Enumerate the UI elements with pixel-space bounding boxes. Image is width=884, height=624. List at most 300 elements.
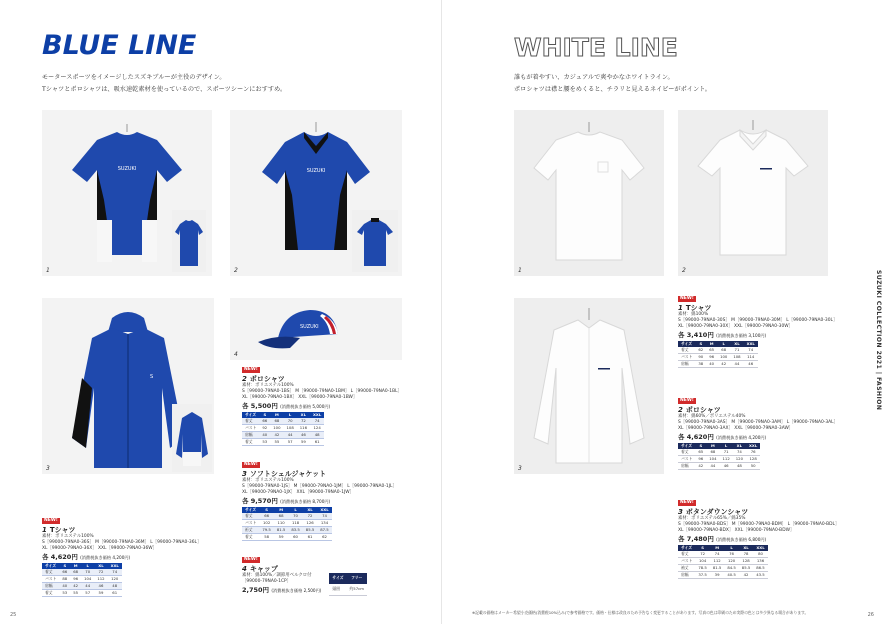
item-material: 素材：綿100% <box>678 312 709 317</box>
size-header-cell: XL <box>734 341 740 346</box>
item-code: S［99000-79NA0-30S］ M［99000-79NA0-30M］ L［99000-79NA0-30L］ <box>678 318 838 323</box>
item-title <box>42 527 202 533</box>
size-table-row <box>42 583 122 590</box>
size-header-cell: L <box>294 507 297 512</box>
size-cell: 48 <box>310 432 324 439</box>
size-cell: 68 <box>274 513 288 520</box>
item-price <box>42 554 202 561</box>
page-white-line <box>442 0 884 624</box>
photo-jacket-back <box>172 404 212 472</box>
size-cell: 68 <box>70 569 81 576</box>
size-cell: 57 <box>81 590 94 597</box>
cap-spec-row <box>242 573 402 596</box>
size-cell: 96 <box>695 456 706 463</box>
item-code: S［99000-79NA0-36S］ M［99000-79NA0-36M］ L［99000-79NA0-36L］ <box>42 540 202 545</box>
size-cell: 40.5 <box>724 572 738 579</box>
size-cell: 74 <box>108 569 122 576</box>
size-cell: 46 <box>744 361 758 368</box>
price-note: (消費税抜き価格 8,700円) <box>280 499 331 504</box>
size-header-cell: L <box>288 412 292 417</box>
page-number: 25 <box>10 612 17 618</box>
size-header-cell: S <box>701 545 704 550</box>
size-cell: 57 <box>283 439 296 446</box>
item-code: XL［99000-79NA0-1JX］ XXL［99000-79NA0-1JW］ <box>242 490 355 495</box>
size-cell: 78.5 <box>695 565 709 572</box>
white-tshirt-illustration <box>514 110 664 276</box>
size-cell: 袖丈 <box>678 565 695 572</box>
svg-text:SUZUKI: SUZUKI <box>300 324 319 330</box>
size-cell: 59 <box>274 534 288 541</box>
size-cell: 約57cm <box>347 584 367 596</box>
item-number: 4 <box>242 565 247 573</box>
size-cell: 38 <box>695 361 706 368</box>
size-cell: バスト <box>242 425 259 432</box>
size-cell: 44 <box>730 361 743 368</box>
size-cell: 59 <box>94 590 107 597</box>
size-cell: 肩幅 <box>678 463 695 470</box>
size-cell: 66 <box>259 418 270 425</box>
size-table-header <box>329 573 367 584</box>
photo-number: 2 <box>234 267 238 274</box>
new-badge: NEW! <box>44 518 58 523</box>
size-cell: 肩幅 <box>42 583 59 590</box>
size-header-cell: L <box>86 563 89 568</box>
size-header-cell: M <box>274 412 279 417</box>
side-label: SUZUKI COLLECTION 2021 | FASHION <box>875 270 882 411</box>
price-note: (消費税抜き価格 4,200円) <box>716 435 767 440</box>
new-badge: NEW! <box>244 462 258 467</box>
item-name: ソフトシェルジャケット <box>249 470 327 478</box>
size-cell: 110 <box>274 520 288 527</box>
size-cell: 70 <box>283 418 296 425</box>
price-value: 各 7,480円 <box>678 535 714 543</box>
size-header-cell: L <box>730 545 733 550</box>
lead-line: ポロシャツは襟と腰をめくると、チラリと見えるネイビーがポイント。 <box>514 86 711 93</box>
size-header-cell: サイズ <box>332 575 344 581</box>
size-cell: 着丈 <box>242 418 259 425</box>
size-cell: 42 <box>270 432 283 439</box>
size-cell: 126 <box>303 520 317 527</box>
size-header-cell: XL <box>736 443 743 448</box>
item-price <box>242 498 402 505</box>
size-cell: 88 <box>59 576 70 583</box>
size-table-row <box>329 584 367 596</box>
photo-number: 2 <box>682 267 686 274</box>
size-cell: 46 <box>94 583 107 590</box>
size-cell: 58 <box>259 534 273 541</box>
size-header-cell: M <box>73 563 78 568</box>
size-header-cell: XXL <box>110 563 119 568</box>
size-cell: 55 <box>70 590 81 597</box>
size-header-cell: サイズ <box>245 507 257 512</box>
size-table-row <box>678 463 760 470</box>
price-value: 各 4,620円 <box>42 553 78 561</box>
size-cell: 136 <box>753 558 767 565</box>
size-cell: 71 <box>719 449 732 456</box>
size-header-cell: XXL <box>748 443 758 448</box>
size-cell: 40 <box>59 583 70 590</box>
size-cell: 55 <box>270 439 283 446</box>
price-note: (消費税抜き価格 3,100円) <box>716 333 767 338</box>
size-cell: バスト <box>678 354 695 361</box>
size-cell: 108 <box>283 425 296 432</box>
size-cell: 72 <box>695 551 709 558</box>
size-cell: 120 <box>733 456 746 463</box>
item-code: S［99000-79NA0-1BS］ M［99000-79NA0-1BM］ L［99000-79NA0-1BL］ <box>242 389 402 394</box>
size-table-row <box>678 558 768 565</box>
price-note: (消費税抜き価格 2,500円) <box>271 588 322 593</box>
item-name: ポロシャツ <box>685 406 721 414</box>
size-cell: 83.5 <box>288 527 302 534</box>
size-cell: 53 <box>259 439 270 446</box>
size-header-cell: フリー <box>351 575 363 581</box>
item-price <box>678 332 858 339</box>
item-code: XL［99000-79NA0-36X］ XXL［99000-79NA0-36W］ <box>42 546 158 551</box>
size-header-cell: M <box>709 341 714 346</box>
size-cell: 70 <box>288 513 302 520</box>
size-header-cell: XXL <box>312 412 322 417</box>
page-number: 26 <box>867 612 874 618</box>
photo-number: 1 <box>518 267 522 274</box>
size-cell: 68 <box>270 418 283 425</box>
size-cell: 53 <box>59 590 70 597</box>
size-cell: 85.5 <box>303 527 317 534</box>
size-cell: 65 <box>695 449 706 456</box>
size-header-cell: XXL <box>756 545 765 550</box>
size-cell: 42 <box>739 572 753 579</box>
item-name: Tシャツ <box>685 304 712 312</box>
size-cell: 87.5 <box>317 527 331 534</box>
size-cell: 肩幅 <box>678 572 695 579</box>
size-cell: 78 <box>739 551 753 558</box>
price-value: 各 5,500円 <box>242 402 278 410</box>
item-number: 2 <box>678 406 683 414</box>
white-polo-illustration <box>678 110 828 276</box>
size-table <box>678 545 768 579</box>
footnotes: ※記載の価格はメーカー希望小売価格(消費税10%込み)で参考価格です。価格・仕様は改良のため予告なく変更することがあります。写真の色は印刷のため実際の色とは多少異なる場合があります。 <box>472 610 809 615</box>
size-cell: バスト <box>242 520 259 527</box>
size-cell: 46 <box>719 463 732 470</box>
new-badge: NEW! <box>244 367 258 372</box>
price-note: (消費税抜き価格 4,200円) <box>80 555 131 560</box>
size-cell: バスト <box>42 576 59 583</box>
size-header-cell: S <box>699 443 703 448</box>
item-code: XL［99000-79NA0-30X］ XXL［99000-79NA0-30W］ <box>678 324 794 329</box>
photo-cap <box>230 298 402 360</box>
item-number: 2 <box>242 375 247 383</box>
item-name: ボタンダウンシャツ <box>685 508 749 516</box>
size-cell: 76 <box>746 449 760 456</box>
size-cell: 102 <box>259 520 273 527</box>
size-cell: 44 <box>81 583 94 590</box>
item-price <box>678 536 858 543</box>
size-table-row <box>42 590 122 597</box>
size-cell: 74 <box>317 513 331 520</box>
size-cell: 着丈 <box>678 347 695 354</box>
size-cell: 112 <box>94 576 107 583</box>
size-cell: 114 <box>744 354 758 361</box>
size-table-row <box>242 439 324 446</box>
size-cell: 104 <box>695 558 709 565</box>
spec-jacket <box>242 462 402 541</box>
new-badge: NEW! <box>680 500 694 505</box>
photo-number: 1 <box>46 267 50 274</box>
size-cell: 96 <box>706 354 717 361</box>
size-header-cell: XL <box>307 507 313 512</box>
size-cell: 着丈 <box>678 449 695 456</box>
size-cell: 62 <box>695 347 706 354</box>
size-cell: 66 <box>59 569 70 576</box>
size-table-row <box>242 425 324 432</box>
item-price <box>678 434 858 441</box>
size-cell: 72 <box>303 513 317 520</box>
item-title <box>242 566 402 572</box>
size-table <box>242 507 332 541</box>
spec-white-tshirt <box>678 296 858 368</box>
size-cell: 86.5 <box>753 565 767 572</box>
size-table <box>242 412 324 446</box>
size-cell: 74 <box>710 551 724 558</box>
item-code: XL［99000-79NA0-1BX］ XXL［99000-79NA0-1BW］ <box>242 395 358 400</box>
size-header-cell: S <box>699 341 703 346</box>
size-cell: 120 <box>724 558 738 565</box>
size-cell: 62 <box>317 534 331 541</box>
size-cell: 124 <box>310 425 324 432</box>
size-cell: 肩幅 <box>242 432 259 439</box>
blue-line-title: BLUE LINE <box>42 30 197 61</box>
size-cell: 65 <box>706 347 717 354</box>
item-number: 1 <box>42 526 47 534</box>
size-cell: 48 <box>733 463 746 470</box>
photo-number: 4 <box>234 351 238 358</box>
item-code: ［99000-79NA0-1CP］ <box>242 579 292 584</box>
size-header-cell: M <box>715 545 719 550</box>
size-header-cell: XL <box>743 545 749 550</box>
size-cell: 112 <box>719 456 732 463</box>
size-cell: 74 <box>744 347 758 354</box>
size-cell: 59 <box>297 439 310 446</box>
photo-number: 3 <box>518 465 522 472</box>
white-shirt-illustration <box>514 298 664 474</box>
item-material: 素材：ポリエステル100% <box>42 534 94 539</box>
price-note: (消費税抜き価格 6,800円) <box>716 537 767 542</box>
item-number: 3 <box>242 470 247 478</box>
size-cell: 42 <box>695 463 706 470</box>
size-cell: 裄丈 <box>242 527 259 534</box>
size-cell: 44 <box>283 432 296 439</box>
size-header-cell: S <box>263 412 267 417</box>
price-value: 各 4,620円 <box>678 433 714 441</box>
size-cell: 108 <box>730 354 743 361</box>
size-cell: 74 <box>310 418 324 425</box>
price-note: (消費税抜き価格 5,000円) <box>280 404 331 409</box>
size-header-cell: S <box>265 507 268 512</box>
jacket-back-illustration <box>172 404 212 472</box>
photo-number: 3 <box>46 465 50 472</box>
size-header-cell: XXL <box>746 341 755 346</box>
size-cell: 42 <box>70 583 81 590</box>
photo-polo-back <box>352 210 398 272</box>
new-badge: NEW! <box>680 296 694 301</box>
size-header-cell: XL <box>98 563 104 568</box>
size-cell: バスト <box>678 456 695 463</box>
size-cell: 80 <box>753 551 767 558</box>
size-cell: 74 <box>733 449 746 456</box>
item-material: 素材：ポリエステル65%／綿35% <box>678 516 746 521</box>
lead-line: モータースポーツをイメージしたスズキブルーが主役のデザイン。 <box>42 74 226 81</box>
size-header-cell: M <box>710 443 715 448</box>
item-material: 素材：綿60%／ポリエステル40% <box>678 414 746 419</box>
size-table-row <box>678 456 760 463</box>
size-cell: 90 <box>695 354 706 361</box>
size-cell: 着丈 <box>242 534 259 541</box>
cap-spec-text <box>242 573 321 596</box>
item-code: S［99000-79NA0-1JS］ M［99000-79NA0-1JM］ L［99000-79NA0-1JL］ <box>242 484 397 489</box>
size-cell: 81.5 <box>274 527 288 534</box>
size-cell: 128 <box>739 558 753 565</box>
size-header-cell: M <box>279 507 283 512</box>
lead-line: 誰もが着やすい、カジュアルで爽やかなホワイトライン。 <box>514 74 674 81</box>
size-cell: 40 <box>259 432 270 439</box>
size-cell: 50 <box>746 463 760 470</box>
size-cell: 42 <box>717 361 730 368</box>
item-title <box>242 471 402 477</box>
price-value: 2,750円 <box>242 586 270 594</box>
size-cell: 128 <box>746 456 760 463</box>
item-code: XL［99000-79NA0-3AX］ XXL［99000-79NA0-3AW］ <box>678 426 794 431</box>
size-table-row <box>678 354 758 361</box>
item-material: 素材：ポリエステル100% <box>242 383 294 388</box>
size-cell: 68 <box>717 347 730 354</box>
white-line-lead <box>514 72 814 96</box>
item-price <box>242 587 321 594</box>
item-material: 素材：綿100%／調節用ベルクロ付 <box>242 573 312 578</box>
photo-white-polo <box>678 110 828 276</box>
item-code: S［99000-79NA0-BDS］ M［99000-79NA0-BDM］ L［99000-79NA0-BDL］ <box>678 522 840 527</box>
size-header-cell: XXL <box>320 507 329 512</box>
item-code: XL［99000-79NA0-BDX］ XXL［99000-79NA0-BDW］ <box>678 528 795 533</box>
item-number: 1 <box>678 304 683 312</box>
item-title <box>242 376 402 382</box>
item-price <box>242 403 402 410</box>
size-table <box>678 443 760 470</box>
size-cell: 61 <box>108 590 122 597</box>
size-cell: 84.5 <box>724 565 738 572</box>
size-cell: 104 <box>706 456 719 463</box>
size-cell: 39 <box>710 572 724 579</box>
size-cell: 100 <box>717 354 730 361</box>
size-table <box>678 341 758 368</box>
size-cell: 100 <box>270 425 283 432</box>
spec-white-polo <box>678 398 858 470</box>
size-cell: 71 <box>730 347 743 354</box>
size-cell: 着丈 <box>242 513 259 520</box>
size-cell: 61 <box>303 534 317 541</box>
size-cell: 43.5 <box>753 572 767 579</box>
photo-tshirt-back <box>172 210 206 272</box>
size-table-row <box>242 520 332 527</box>
svg-text:S: S <box>150 374 154 380</box>
size-cell: 頭囲 <box>329 584 346 596</box>
size-cell: 72 <box>297 418 310 425</box>
size-cell: 112 <box>710 558 724 565</box>
spec-white-shirt <box>678 500 858 579</box>
spec-cap <box>242 557 402 596</box>
size-cell: 着丈 <box>42 590 59 597</box>
size-header-cell: L <box>724 443 728 448</box>
size-table-row <box>678 565 768 572</box>
size-cell: 61 <box>310 439 324 446</box>
size-header-cell: XL <box>300 412 307 417</box>
size-cell: 134 <box>317 520 331 527</box>
size-cell: 肩幅 <box>678 361 695 368</box>
item-number: 3 <box>678 508 683 516</box>
size-cell: 85.5 <box>739 565 753 572</box>
blue-line-lead <box>42 72 372 96</box>
polo-back-illustration <box>352 210 398 272</box>
size-table-row <box>678 572 768 579</box>
lead-line: Tシャツとポロシャツは、吸水速乾素材を使っているので、スポーツシーンにおすすめ。 <box>42 86 287 93</box>
tshirt-back-illustration <box>172 210 206 272</box>
size-table-row <box>242 527 332 534</box>
size-cell: 66 <box>259 513 273 520</box>
item-title <box>678 509 858 515</box>
cap-illustration <box>230 298 402 360</box>
svg-text:SUZUKI: SUZUKI <box>117 166 137 172</box>
size-cell: 81.5 <box>710 565 724 572</box>
size-table-row <box>242 432 324 439</box>
size-cell: 着丈 <box>42 569 59 576</box>
svg-text:SUZUKI: SUZUKI <box>306 168 326 174</box>
item-name: キャップ <box>249 565 278 573</box>
size-cell: 104 <box>81 576 94 583</box>
size-cell: 60 <box>288 534 302 541</box>
size-header-cell: L <box>722 341 725 346</box>
spec-polo <box>242 367 402 446</box>
spec-tshirt <box>42 518 202 597</box>
size-header-cell: サイズ <box>45 563 57 568</box>
size-cell: 120 <box>108 576 122 583</box>
size-header-cell: サイズ <box>681 443 693 448</box>
size-cell: 46 <box>297 432 310 439</box>
size-cell: 48 <box>108 583 122 590</box>
size-header-cell: サイズ <box>681 545 693 550</box>
size-table-row <box>678 361 758 368</box>
size-table-row <box>242 534 332 541</box>
size-cell: バスト <box>678 558 695 565</box>
size-cell: 37.5 <box>695 572 709 579</box>
size-cell: 96 <box>70 576 81 583</box>
price-value: 各 9,570円 <box>242 497 278 505</box>
size-cell: 44 <box>706 463 719 470</box>
size-table <box>42 563 122 597</box>
size-cell: 79.5 <box>259 527 273 534</box>
size-cell: 116 <box>297 425 310 432</box>
size-cell: 68 <box>706 449 719 456</box>
size-cell: 着丈 <box>242 439 259 446</box>
new-badge: NEW! <box>680 398 694 403</box>
size-header-cell: サイズ <box>245 412 257 417</box>
photo-white-shirt <box>514 298 664 474</box>
size-header-cell: サイズ <box>681 341 693 346</box>
size-cell: 92 <box>259 425 270 432</box>
white-line-title: WHITE LINE <box>514 33 678 62</box>
item-title <box>678 407 858 413</box>
size-table <box>329 573 367 596</box>
item-material: 素材：ポリエステル100% <box>242 478 294 483</box>
item-code: S［99000-79NA0-3AS］ M［99000-79NA0-3AM］ L［99000-79NA0-3AL］ <box>678 420 838 425</box>
price-value: 各 3,410円 <box>678 331 714 339</box>
